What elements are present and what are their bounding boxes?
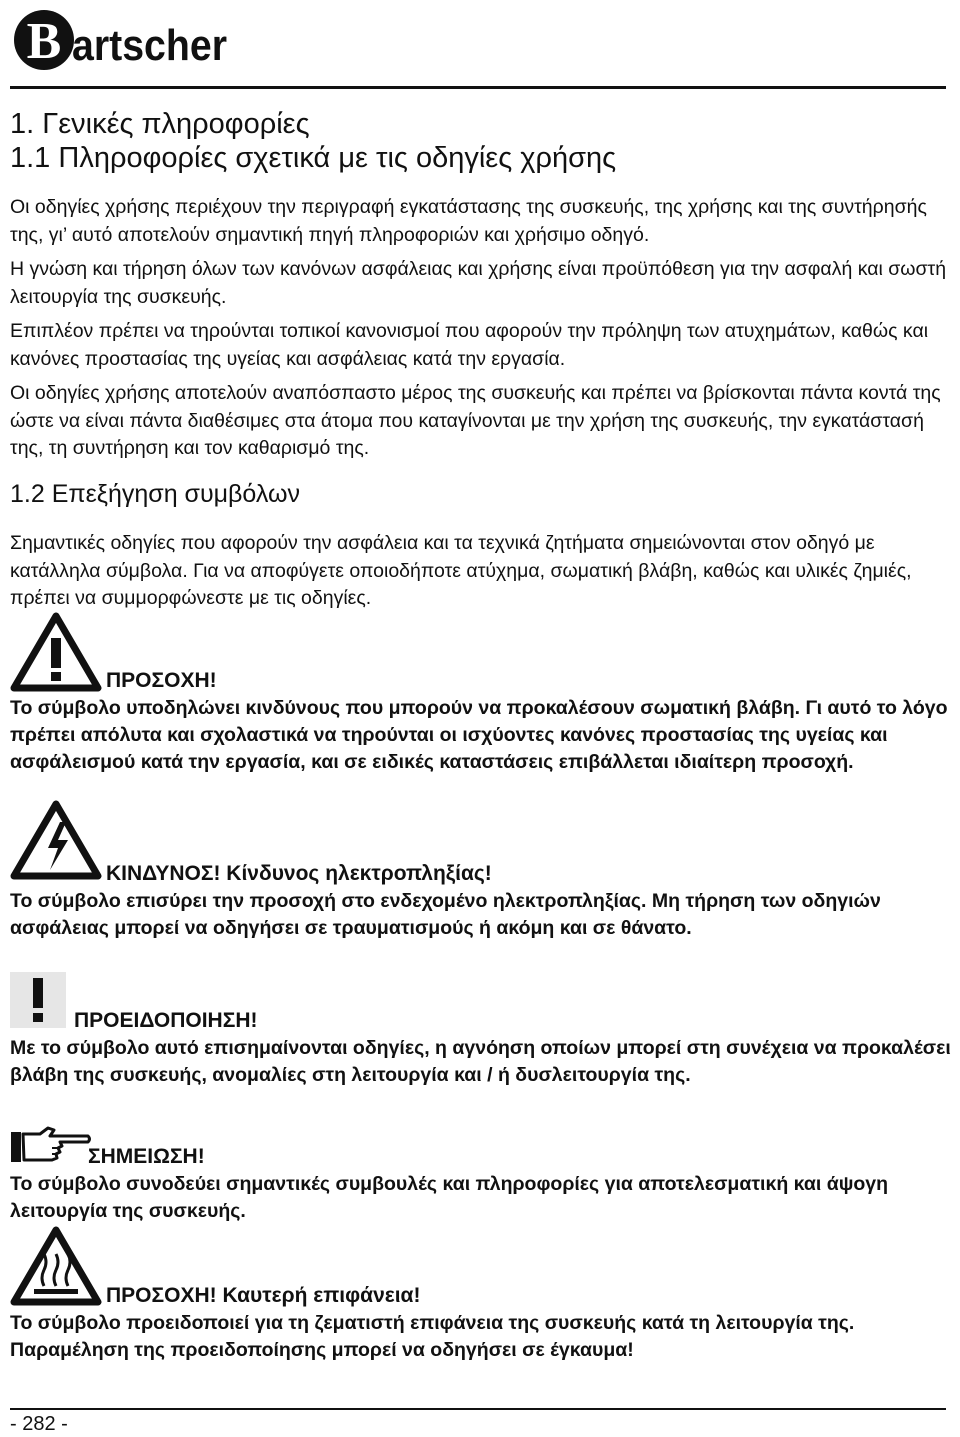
sub-heading: 1.1 Πληροφορίες σχετικά με τις οδηγίες χρήσης bbox=[10, 142, 617, 174]
pointing-hand-icon bbox=[10, 1124, 92, 1173]
paragraph: Οι οδηγίες χρήσης περιέχουν την περιγραφή εγκατάστασης της συσκευής, της χρήσης και της συντήρησής της, γι’ αυτό αποτελούν σημαντική πηγή πληροφοριών και χρήσιμο οδηγό. bbox=[10, 196, 927, 246]
warning-triangle-icon bbox=[10, 612, 102, 697]
symbol-title: ΠΡΟΣΟΧΗ! Καυτερή επιφάνεια! bbox=[106, 1284, 421, 1307]
symbol-title: ΠΡΟΕΙΔΟΠΟΙΗΣΗ! bbox=[74, 1009, 258, 1032]
symbol-title: ΣΗΜΕΙΩΣΗ! bbox=[88, 1145, 205, 1168]
paragraph: Οι οδηγίες χρήσης αποτελούν αναπόσπαστο μέρος της συσκευής και πρέπει να βρίσκονται πάντα κοντά της ώστε να είναι πάντα διαθέσιμες στα άτομα που καταγίνονται με την χρήση της συσκευής, την εγκατάστασή της, τη συντήρηση και τον καθαρισμό της. bbox=[10, 382, 941, 459]
symbol-description: Το σύμβολο επισύρει την προσοχή στο ενδεχομένο ηλεκτροπληξίας. Μη τήρηση των οδηγιών ασφάλειας μπορεί να οδηγήσει σε τραυματισμούς ή ακόμη και σε θάνατο. bbox=[10, 890, 881, 939]
symbol-description: Το σύμβολο υποδηλώνει κινδύνους που μπορούν να προκαλέσουν σωματική βλάβη. Γι αυτό το λόγο πρέπει απόλυτα και σχολαστικά να τηρούνται οι ισχύοντες κανόνες προστασίας της υγείας και ασφάλεισμού κατά την εργασία, και σε ειδικές καταστάσεις επιβάλλεται ιδιαίτερη προσοχή. bbox=[10, 697, 948, 773]
symbol-title: ΚΙΝΔΥΝΟΣ! Κίνδυνος ηλεκτροπληξίας! bbox=[106, 862, 492, 885]
logo-wordmark: artscher bbox=[72, 21, 227, 70]
header-rule bbox=[10, 86, 946, 89]
section-heading: 1.2 Επεξήγηση συμβόλων bbox=[10, 480, 301, 508]
symbol-description: Το σύμβολο προειδοποιεί για τη ζεματιστή επιφάνεια της συσκευής κατά τη λειτουργία της. Παραμέληση της προειδοποίησης μπορεί να οδηγήσει σε έγκαυμα! bbox=[10, 1312, 855, 1361]
symbol-title: ΠΡΟΣΟΧΗ! bbox=[106, 669, 217, 692]
page-number: - 282 - bbox=[10, 1413, 68, 1435]
hot-surface-icon bbox=[10, 1226, 102, 1311]
footer-rule bbox=[10, 1408, 946, 1410]
svg-text:B: B bbox=[26, 13, 62, 70]
electric-hazard-icon bbox=[10, 800, 102, 885]
brand-logo bbox=[10, 4, 230, 81]
intro-paragraph: Σημαντικές οδηγίες που αφορούν την ασφάλεια και τα τεχνικά ζητήματα σημειώνονται στον οδηγό με κατάλληλα σύμβολα. Για να αποφύγετε οποιοδήποτε ατύχημα, σωματική βλάβη, καθώς και υλικές ζημιές, πρέπει να συμμορφώνεστε με τις οδηγίες. bbox=[10, 532, 912, 609]
symbol-description: Το σύμβολο συνοδεύει σημαντικές συμβουλές και πληροφορίες για αποτελεσματική και άψογη λειτουργία της συσκευής. bbox=[10, 1173, 889, 1222]
paragraph: Επιπλέον πρέπει να τηρούνται τοπικοί κανονισμοί που αφορούν την πρόληψη των ατυχημάτων, καθώς και κανόνες προστασίας της υγείας και ασφάλειας κατά την εργασία. bbox=[10, 320, 929, 370]
section-heading: 1. Γενικές πληροφορίες bbox=[10, 108, 310, 140]
exclamation-box-icon bbox=[10, 972, 66, 1033]
symbol-description: Με το σύμβολο αυτό επισημαίνονται οδηγίες, η αγνόηση οποίων μπορεί στη συνέχεια να προκαλέσει βλάβη της συσκευής, ανομαλίες στη λειτουργία και / ή δυσλειτουργία της. bbox=[10, 1037, 951, 1086]
paragraph: Η γνώση και τήρηση όλων των κανόνων ασφάλειας και χρήσης είναι προϋπόθεση για την ασφαλή και σωστή λειτουργία της συσκευής. bbox=[10, 258, 947, 308]
